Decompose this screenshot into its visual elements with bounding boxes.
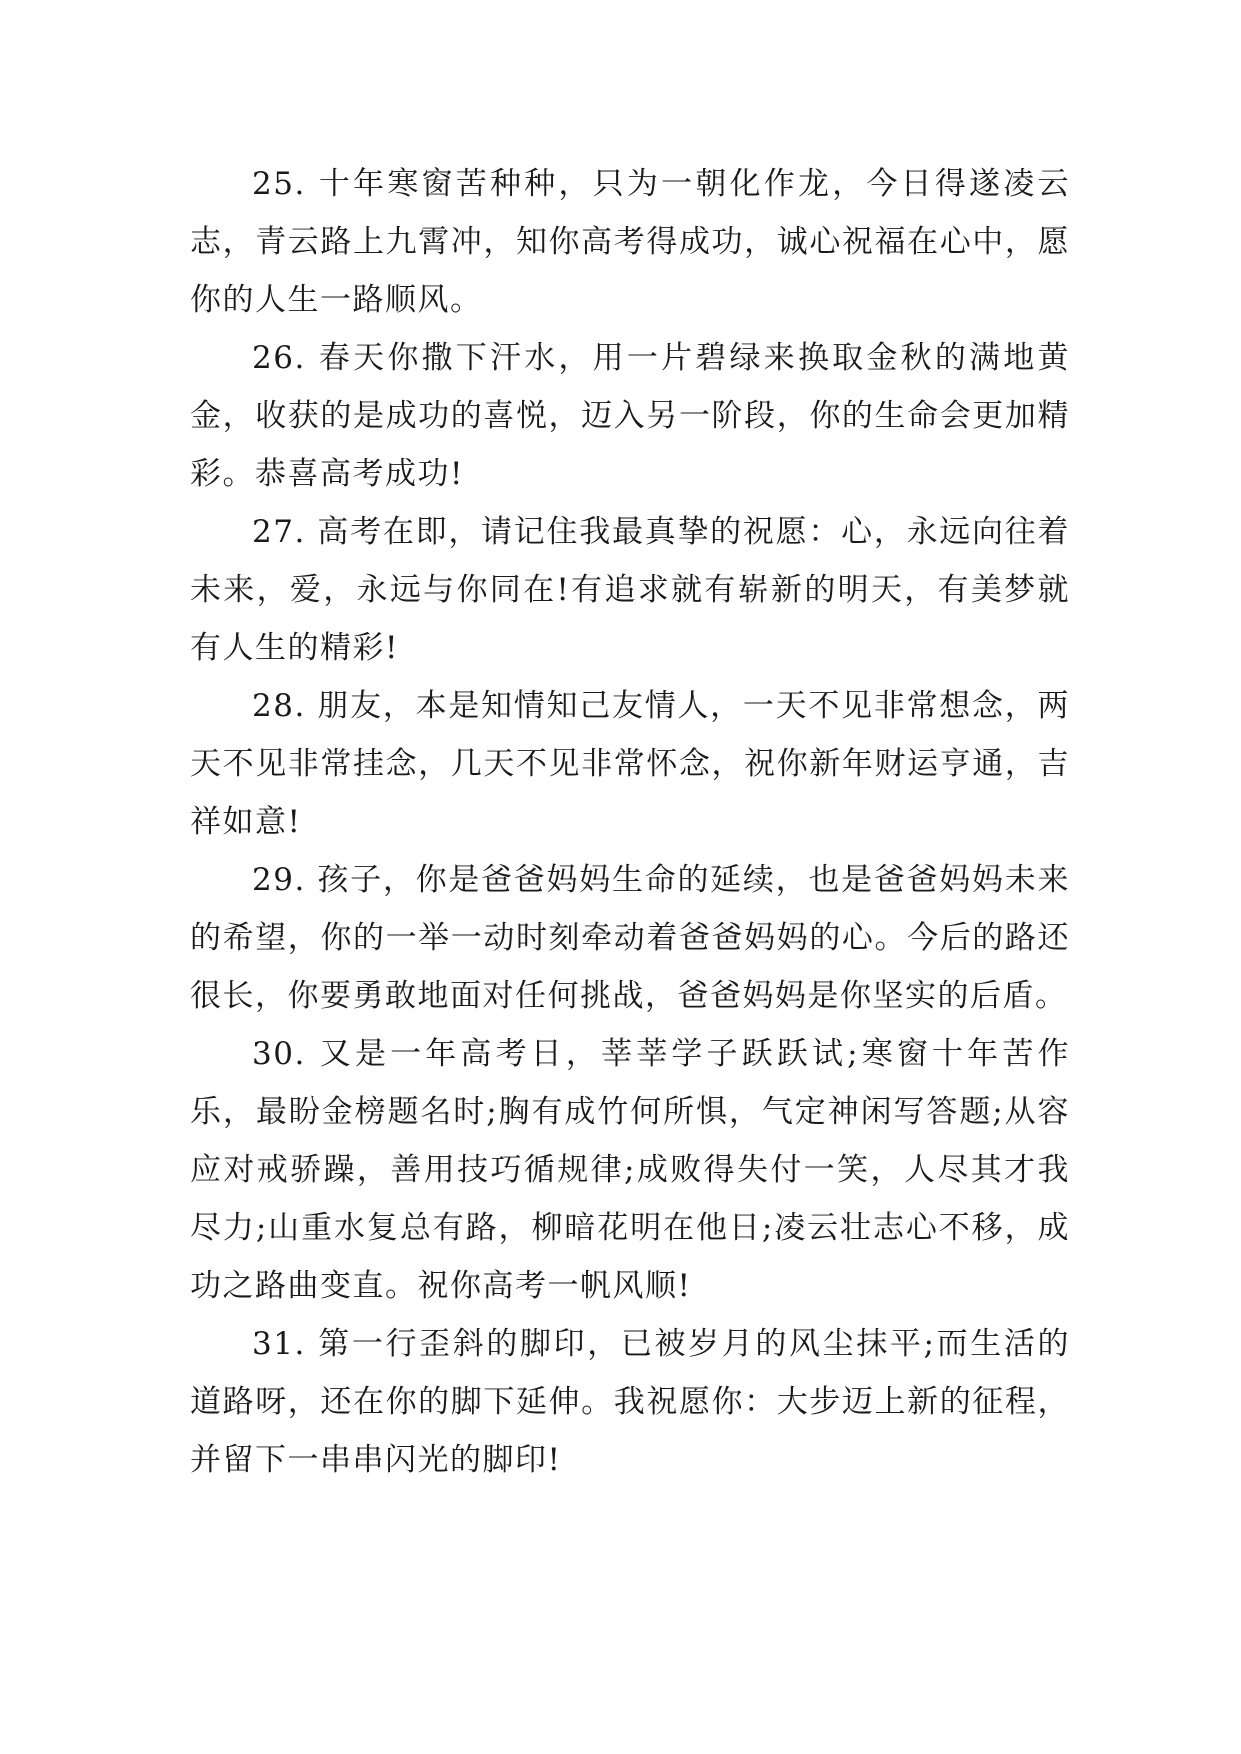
- paragraph-29: 29. 孩子，你是爸爸妈妈生命的延续，也是爸爸妈妈未来的希望，你的一举一动时刻牵动着爸爸妈妈的心。今后的路还很长，你要勇敢地面对任何挑战，爸爸妈妈是你坚实的后盾。: [190, 862, 1070, 1014]
- paragraph-26: 26. 春天你撒下汗水，用一片碧绿来换取金秋的满地黄金，收获的是成功的喜悦，迈入另一阶段，你的生命会更加精彩。恭喜高考成功!: [190, 340, 1070, 492]
- document-page: [190, 155, 1070, 1489]
- paragraph-25: 25. 十年寒窗苦种种，只为一朝化作龙，今日得遂凌云志，青云路上九霄冲，知你高考得成功，诚心祝福在心中，愿你的人生一路顺风。: [190, 166, 1070, 318]
- paragraph-30: 30. 又是一年高考日，莘莘学子跃跃试;寒窗十年苦作乐，最盼金榜题名时;胸有成竹何所惧，气定神闲写答题;从容应对戒骄躁，善用技巧循规律;成败得失付一笑，人尽其才我尽力;山重水复总有路，柳暗花明在他日;凌云壮志心不移，成功之路曲变直。祝你高考一帆风顺!: [190, 1036, 1070, 1304]
- paragraph-27: 27. 高考在即，请记住我最真挚的祝愿：心，永远向往着未来，爱，永远与你同在!有追求就有崭新的明天，有美梦就有人生的精彩!: [190, 514, 1070, 666]
- paragraph-31: 31. 第一行歪斜的脚印，已被岁月的风尘抹平;而生活的道路呀，还在你的脚下延伸。我祝愿你：大步迈上新的征程，并留下一串串闪光的脚印!: [190, 1326, 1070, 1478]
- paragraph-28: 28. 朋友，本是知情知己友情人，一天不见非常想念，两天不见非常挂念，几天不见非常怀念，祝你新年财运亨通，吉祥如意!: [190, 688, 1070, 840]
